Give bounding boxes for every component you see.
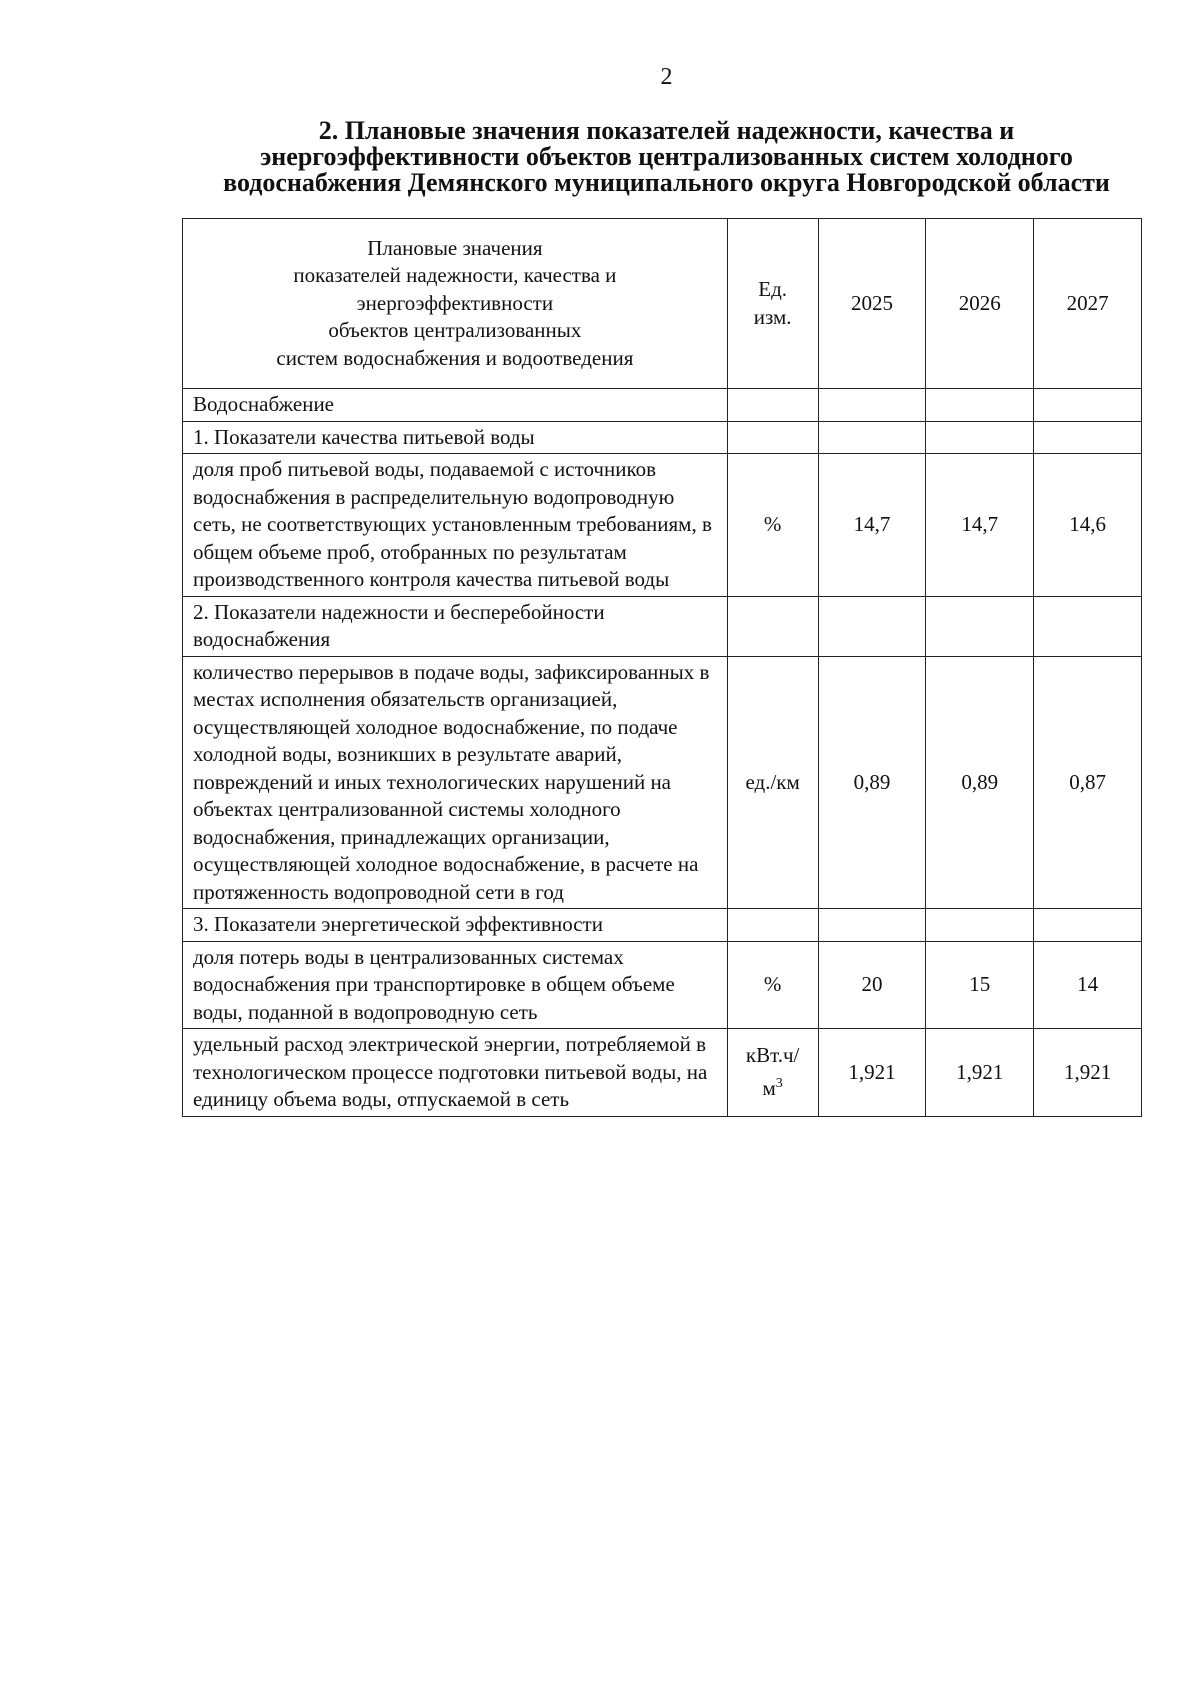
empty-cell (1034, 909, 1142, 942)
header-unit: Ед. изм. (727, 219, 818, 389)
empty-cell (1034, 389, 1142, 422)
section-title: Водоснабжение (183, 389, 728, 422)
indicator-unit: ед./км (727, 656, 818, 909)
value-2027: 14,6 (1034, 454, 1142, 597)
indicator-unit: % (727, 941, 818, 1029)
table-row (183, 656, 1142, 909)
value-2025: 14,7 (818, 454, 926, 597)
empty-cell (727, 389, 818, 422)
group-row (183, 421, 1142, 454)
value-2026: 14,7 (926, 454, 1034, 597)
table-header-row (183, 219, 1142, 389)
empty-cell (926, 596, 1034, 656)
empty-cell (727, 909, 818, 942)
empty-cell (926, 421, 1034, 454)
header-year-2026: 2026 (926, 219, 1034, 389)
value-2026: 1,921 (926, 1029, 1034, 1117)
value-2025: 0,89 (818, 656, 926, 909)
indicator-unit: % (727, 454, 818, 597)
header-year-2025: 2025 (818, 219, 926, 389)
group-title-reliability: 2. Показатели надежности и бесперебойности водоснабжения (183, 596, 728, 656)
indicator-name: доля проб питьевой воды, подаваемой с источников водоснабжения в распределительную водопроводную сеть, не соответствующих установленным требованиям, в общем объеме проб, отобранных по результатам производственного контроля качества питьевой воды (183, 454, 728, 597)
section-row (183, 389, 1142, 422)
empty-cell (818, 421, 926, 454)
group-title-energy: 3. Показатели энергетической эффективности (183, 909, 728, 942)
unit-main: кВт.ч/ м (745, 1043, 800, 1100)
value-2027: 0,87 (1034, 656, 1142, 909)
empty-cell (1034, 421, 1142, 454)
value-2026: 0,89 (926, 656, 1034, 909)
table-row (183, 1029, 1142, 1117)
empty-cell (818, 909, 926, 942)
header-year-2027: 2027 (1034, 219, 1142, 389)
header-indicator-name: Плановые значения показателей надежности, качества и энергоэффективности объектов централизованных систем водоснабжения и водоотведения (183, 219, 728, 389)
value-2025: 20 (818, 941, 926, 1029)
page-number: 2 (660, 64, 673, 90)
group-row (183, 596, 1142, 656)
indicator-name: доля потерь воды в централизованных системах водоснабжения при транспортировке в общем объеме воды, поданной в водопроводную сеть (183, 941, 728, 1029)
empty-cell (818, 389, 926, 422)
indicator-unit (727, 1029, 818, 1117)
indicator-name: удельный расход электрической энергии, потребляемой в технологическом процессе подготовки питьевой воды, на единицу объема воды, отпускаемой в сеть (183, 1029, 728, 1117)
value-2027: 14 (1034, 941, 1142, 1029)
empty-cell (818, 596, 926, 656)
empty-cell (1034, 596, 1142, 656)
empty-cell (727, 421, 818, 454)
group-title-quality: 1. Показатели качества питьевой воды (183, 421, 728, 454)
document-title: 2. Плановые значения показателей надежности, качества и энергоэффективности объектов централизованных систем холодного водоснабжения Демянского муниципального округа Новгородской области (223, 116, 1110, 197)
indicator-name: количество перерывов в подаче воды, зафиксированных в местах исполнения обязательств организацией, осуществляющей холодное водоснабжение, по подаче холодной воды, возникших в результате аварий, повреждений и иных технологических нарушений на объектах централизованной системы холодного водоснабжения, принадлежащих организации, осуществляющей холодное водоснабжение, в расчете на протяженность водопроводной сети в год (183, 656, 728, 909)
table-row (183, 941, 1142, 1029)
unit-superscript: 3 (775, 1075, 783, 1091)
empty-cell (727, 596, 818, 656)
value-2025: 1,921 (818, 1029, 926, 1117)
empty-cell (926, 389, 1034, 422)
group-row (183, 909, 1142, 942)
table-row (183, 454, 1142, 597)
indicators-table (182, 218, 1142, 1117)
value-2026: 15 (926, 941, 1034, 1029)
empty-cell (926, 909, 1034, 942)
value-2027: 1,921 (1034, 1029, 1142, 1117)
